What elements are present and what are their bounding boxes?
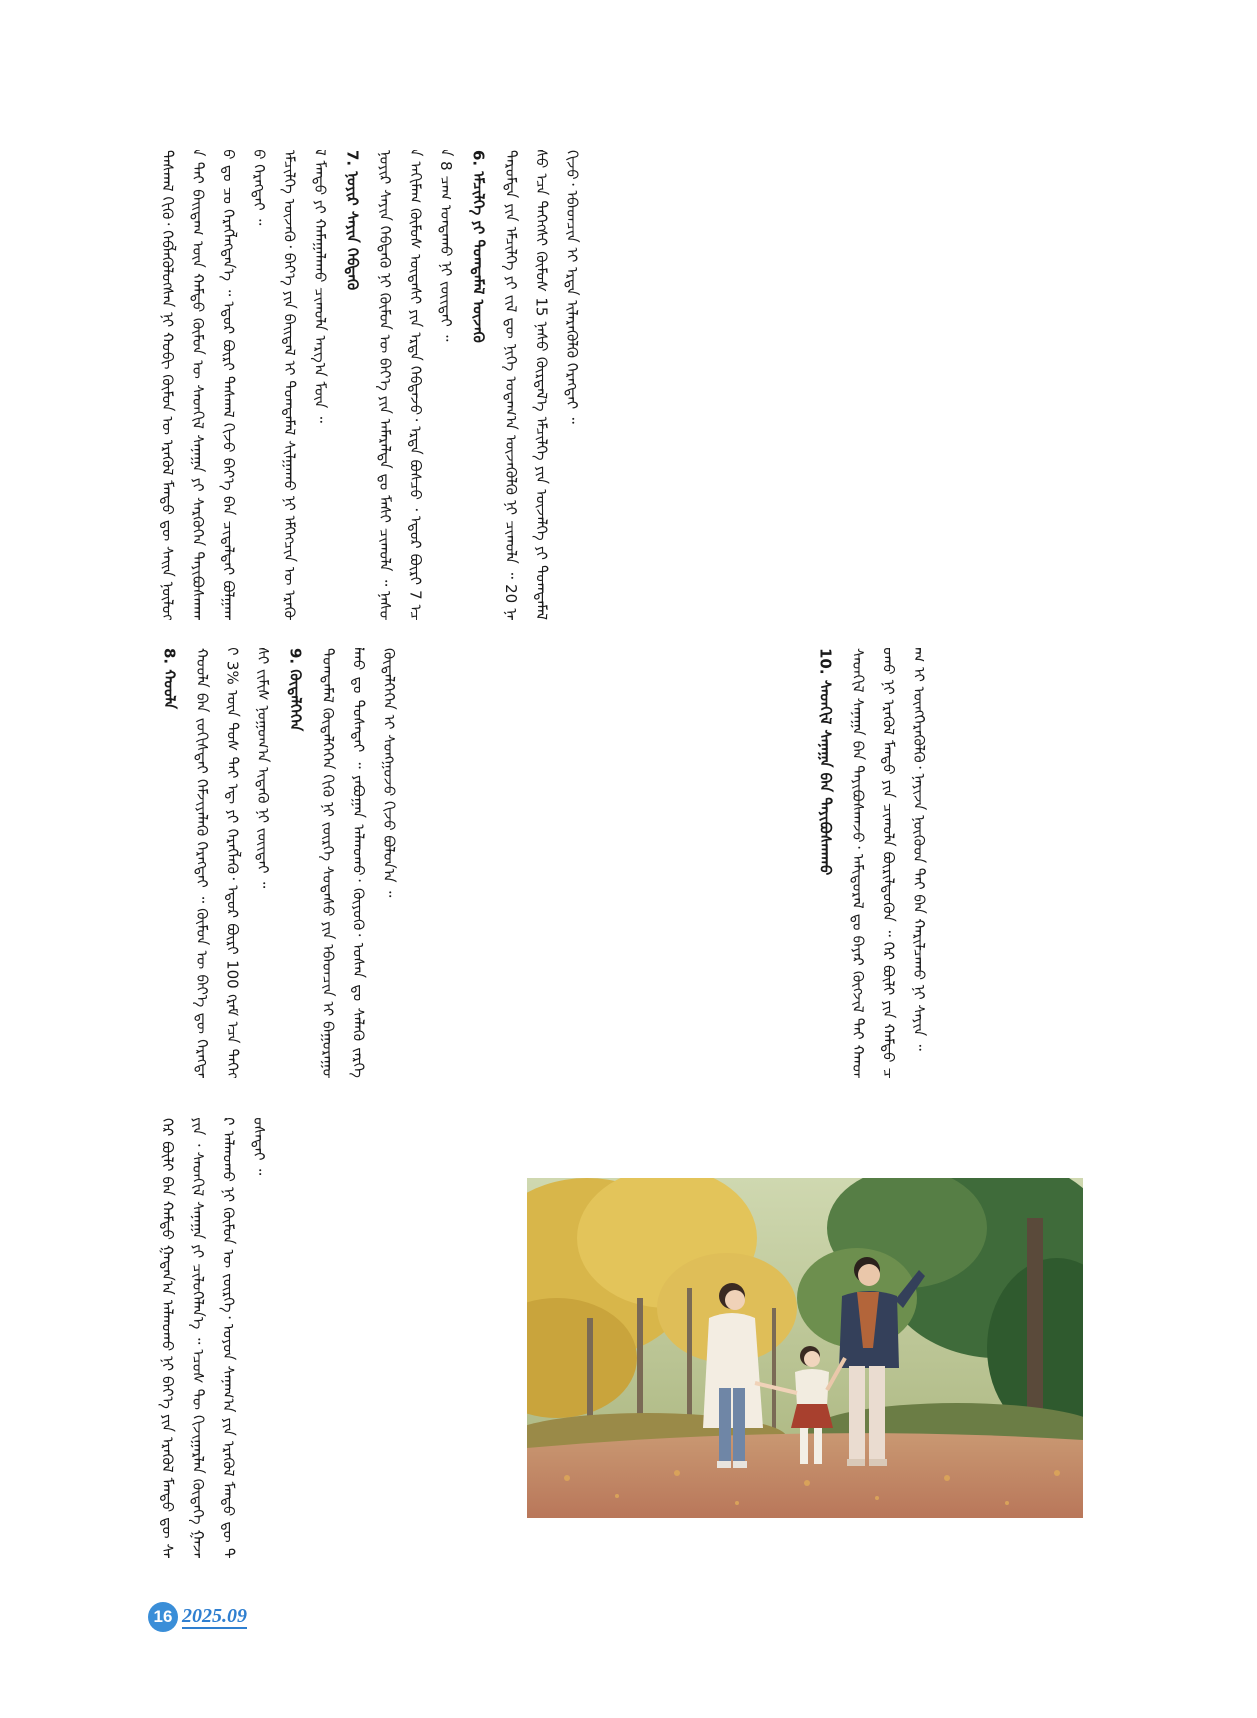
family-walk-photo xyxy=(527,1178,1083,1518)
article-text-block-middle xyxy=(152,648,772,1078)
section-heading-8 xyxy=(154,648,185,1078)
paragraph: ᠳᠠᠰᠬᠠᠯ ᠬᠢᠬᠦ᠂ ᠬᠡᠪᠯᠡᠭᠦᠯᠦᠭᠰᠡᠨ ᠨᠢ ᠬᠤᠪᠢ ᠬᠦᠮᠦᠨ ᠦ ᠡᠷᠡᠭᠦᠯ ᠮᠡᠨᠳᠦ ᠳᠦ ᠰᠠᠢᠨ ᠨᠥᠯᠦᠭᠡ ᠲᠡᠢ ᠪᠠᠢᠳᠠᠭ ᠦᠨ ᠬᠠᠮᠲᠤ ᠬᠦᠮᠦᠨ ᠦ ᠰᠡᠳᠬᠢᠯ ᠰᠠᠨᠠᠭᠠ ᠶᠢ ᠰᠡᠷᠭᠦᠭᠡᠨ ᠲᠠᠶᠢᠪᠤᠰᠬᠠᠬᠤ ᠳᠤ ᠴᠤ ᠬᠡᠷᠡᠭᠯᠡᠭᠳᠡᠨ᠎ᠡ ᠃ ᠡᠳᠦᠷ ᠪᠦᠷᠢ ᠳᠠᠰᠬᠠᠯ ᠬᠢᠵᠦ ᠪᠡᠶ᠎ᠡ ᠪᠡᠨ ᠴᠢᠳᠠᠯᠲᠠᠶ ᠪᠣᠯᠭᠠᠬᠤ ᠬᠡᠷᠡᠭᠲᠡᠢ ᠃ xyxy=(158,150,268,620)
section-title: ᠨᠣᠶᠢᠷ ᠰᠠᠶᠢᠨ ᠬᠡᠪᠲᠡᠬᠦ xyxy=(343,171,362,291)
section-title: ᠬᠣᠣᠯᠠ xyxy=(160,669,179,710)
section-number: 7. xyxy=(343,150,362,167)
section-title: ᠬᠥᠳᠡᠯᠭᠡᠭᠡᠨ xyxy=(286,669,305,732)
article-text-block-top xyxy=(152,150,832,620)
section-heading-9 xyxy=(280,648,311,1078)
section-number: 8. xyxy=(160,648,179,665)
page-number-badge: 16 xyxy=(148,1602,178,1632)
section-title: ᠰᠡᠳᠬᠢᠯ ᠰᠠᠨᠠᠭᠠ ᠪᠡᠨ ᠲᠠᠶᠢᠪᠤᠰᠬᠠᠬᠤ xyxy=(816,679,835,876)
paragraph: ᠰᠡᠳᠬᠢᠯ ᠰᠠᠨᠠᠭᠠ ᠪᠡᠨ ᠲᠠᠶᠢᠪᠤᠰᠬᠠᠵᠤ᠂ ᠠᠮᠢᠳᠤᠷᠠᠯ ᠳᠤ ᠪᠠᠶᠠᠷ ᠬᠥᠭᠵᠢᠯ ᠲᠠᠶ ᠬᠠᠨᠳᠤᠬᠤ ᠨᠢ ᠡᠷᠡᠭᠦᠯ ᠮᠡᠨᠳᠦ ᠶᠢᠨ ᠴᠢᠬᠤᠯᠠ ᠪᠦᠷᠢᠯᠳᠦᠬᠦᠨ ᠃ ᠭᠡᠷ ᠪᠦᠯᠢ ᠶᠢᠨ ᠬᠠᠮᠲᠤ ᠴᠠᠭ ᠢ ᠥᠩᠭᠡᠷᠡᠭᠦᠯᠬᠦ᠂ ᠨᠠᠶᠢᠵᠠ ᠨᠥᠬᠥᠳ ᠲᠡᠢ ᠪᠠᠨ ᠬᠠᠷᠢᠯᠴᠠᠬᠤ ᠨᠢ ᠰᠠᠶᠢᠨ ᠃ xyxy=(849,648,928,1078)
page-footer xyxy=(148,1602,247,1632)
section-number: 6. xyxy=(469,150,488,167)
section-number: 9. xyxy=(286,648,305,665)
paragraph: ᠭᠡᠷ ᠪᠦᠯᠢ ᠪᠡᠨ ᠬᠠᠮᠲᠤ ᠭᠠᠳᠠᠨ᠎ᠠ ᠠᠯᠬᠤᠬᠤ ᠨᠢ ᠪᠡᠶ᠎ᠡ ᠶᠢᠨ ᠡᠷᠡᠭᠦᠯ ᠮᠡᠨᠳᠦ ᠳᠦ ᠰᠠᠶᠢᠨ ᠂ ᠰᠡᠳᠬᠢᠯ ᠰᠠᠨᠠᠭᠠ ᠶᠢ ᠴᠢᠯᠦᠭᠡᠯᠡᠨ᠎ᠡ ᠃ ᠡᠴᠦᠰ ᠲᠦ ᠬᠢᠵᠢᠭᠠᠷᠯᠠᠨ ᠬᠦᠳᠡᠭᠡ ᠭᠠᠵᠠᠷ ᠠᠯᠬᠤᠬᠤ ᠨᠢ ᠬᠦᠮᠦᠨ ᠦ ᠵᠦᠷᠬᠡ᠂ ᠣᠶᠤᠨ ᠰᠠᠨᠠᠭ᠎ᠠ ᠶᠢᠨ ᠡᠷᠡᠭᠦᠯ ᠮᠡᠨᠳᠦ ᠳᠦ ᠲᠤᠰᠠᠲᠠᠢ ᠃ xyxy=(158,1118,268,1558)
article-text-block-bottom xyxy=(152,1118,527,1558)
paragraph: ᠬᠣᠣᠯᠠ ᠪᠡᠨ ᠵᠣᠬᠢᠰᠲᠠᠢ ᠬᠡᠮᠵᠢᠶᠡᠯᠡᠬᠦ ᠬᠡᠷᠡᠭᠲᠡᠢ ᠃ ᠬᠦᠮᠦᠨ ᠦ ᠪᠡᠶ᠎ᠡ ᠳᠦ ᠬᠡᠷᠡᠭᠲᠡᠢ 3% ᠦᠨ ᠲᠤᠰ ᠲᠠᠢ ᠡᠳ᠋ ᠶᠢ ᠬᠡᠷᠡᠭᠯᠡᠬᠦ᠂ ᠡᠳᠦᠷ ᠪᠦᠷᠢ 100 ᠭᠷᠡᠮ ᠡᠴᠡ ᠳᠡᠭᠡᠭᠰᠢ ᠵᠢᠮᠢᠰ ᠨᠤᠭᠤᠭ᠎ᠠ ᠢᠳᠡᠬᠦ ᠨᠢ ᠵᠦᠢᠲᠡᠢ ᠃ xyxy=(193,648,272,1078)
paragraph: ᠨᠣᠶᠢᠷ ᠰᠠᠶᠢᠨ ᠬᠡᠪᠲᠡᠬᠦ ᠨᠢ ᠬᠦᠮᠦᠨ ᠦ ᠪᠡᠶ᠎ᠡ ᠶᠢᠨ ᠠᠮᠠᠷᠠᠯᠲᠠ ᠳᠤ ᠮᠠᠰᠢ ᠴᠢᠬᠤᠯᠠ ᠃ ᠨᠠᠰᠤᠨ ᠠᠬᠢᠮᠠᠭ ᠬᠦᠮᠦᠰ ᠦᠳᠡᠰᠢ ᠶᠢᠨ ᠡᠷᠲᠡ ᠬᠡᠪᠲᠡᠵᠦ᠂ ᠡᠷᠲᠡ ᠪᠣᠰᠴᠤ ᠂ ᠡᠳᠦᠷ ᠪᠦᠷᠢ 7 ᠡᠴᠡ 8 ᠴᠠᠭ ᠤᠨᠲᠠᠬᠤ ᠨᠢ ᠵᠦᠢᠲᠡᠢ ᠃ xyxy=(376,150,455,620)
section-title: ᠡᠮᠴᠢᠯᠭᠡ ᠶᠢ ᠲᠣᠭᠲᠠᠮᠠᠯ ᠦᠵᠡᠬᠦ xyxy=(469,171,488,343)
section-number: 10. xyxy=(816,648,835,675)
issue-date: 2025.09 xyxy=(182,1605,247,1627)
section-heading-7 xyxy=(337,150,368,620)
paragraph: ᠡᠮᠴᠢᠯᠭᠡ ᠦᠵᠡᠬᠦ᠂ ᠪᠡᠶ᠎ᠡ ᠶᠢᠨ ᠪᠠᠢᠳᠠᠯ ᠢ ᠲᠣᠭᠲᠠᠮᠠᠯ ᠰᠢᠯᠭᠠᠬᠤ ᠨᠢ ᠡᠮᠭᠡᠭᠴᠢᠨ ᠦ ᠡᠷᠡᠭᠦᠯ ᠮᠡᠨᠳᠦ ᠶᠢ ᠬᠠᠮᠠᠭᠠᠯᠠᠬᠤ ᠴᠢᠬᠤᠯᠠ ᠠᠷᠭ᠎ᠠ ᠮᠥᠨ ᠃ xyxy=(280,150,329,620)
section-heading-6 xyxy=(463,150,494,620)
article-text-block-right xyxy=(808,648,1083,1078)
section-heading-10 xyxy=(810,648,841,1078)
paragraph: ᠲᠣᠭᠲᠠᠮᠠᠯ ᠬᠥᠳᠡᠯᠭᠡᠭᠡᠨ ᠬᠢᠬᠦ ᠨᠢ ᠵᠦᠷᠬᠡ ᠰᠤᠳᠠᠰᠤ ᠶᠢᠨ ᠡᠪᠡᠳᠴᠢᠨ ᠢ ᠪᠠᠭᠤᠷᠠᠭᠤᠯᠬᠤ ᠳᠤ ᠲᠤᠰᠠᠲᠠᠢ ᠃ ᠶᠠᠪᠤᠭᠠᠨ ᠠᠯᠬᠤᠬᠤ᠂ ᠭᠦᠶᠦᠬᠦ᠂ ᠤᠰᠠᠨ ᠳᠤ ᠰᠡᠯᠡᠬᠦ ᠵᠡᠷᠭᠡ ᠬᠥᠳᠡᠯᠭᠡᠭᠡᠨ ᠢ ᠰᠣᠩᠭᠣᠵᠤ ᠬᠢᠵᠦ ᠪᠣᠯᠣᠨ᠎ᠠ ᠃ xyxy=(319,648,398,1078)
paragraph: ᠳᠠᠷᠤᠮᠲᠠ ᠶᠢᠨ ᠡᠮᠴᠢᠯᠭᠡ ᠶᠢ ᠵᠢᠯ ᠳᠦ ᠨᠢᠭᠡ ᠤᠳᠠᠭ᠎ᠠ ᠦᠵᠡᠭᠦᠯᠬᠦ ᠨᠢ ᠴᠢᠬᠤᠯᠠ ᠃ 20 ᠨᠠᠰᠤ ᠡᠴᠡ ᠳᠡᠭᠡᠭᠰᠢ ᠬᠦᠮᠦᠰ 15 ᠨᠠᠰᠤ ᠬᠦᠷᠲᠡᠯ᠎ᠡ ᠡᠮᠴᠢᠯᠭᠡ ᠶᠢᠨ ᠦᠵᠡᠯᠭᠡ ᠶᠢ ᠲᠣᠭᠲᠠᠮᠠᠯ ᠬᠢᠵᠦ᠂ ᠡᠪᠡᠳᠴᠢᠨ ᠢ ᠡᠷᠲᠡ ᠢᠯᠡᠷᠡᠭᠦᠯᠬᠦ ᠬᠡᠷᠡᠭᠲᠡᠢ ᠃ xyxy=(502,150,581,620)
